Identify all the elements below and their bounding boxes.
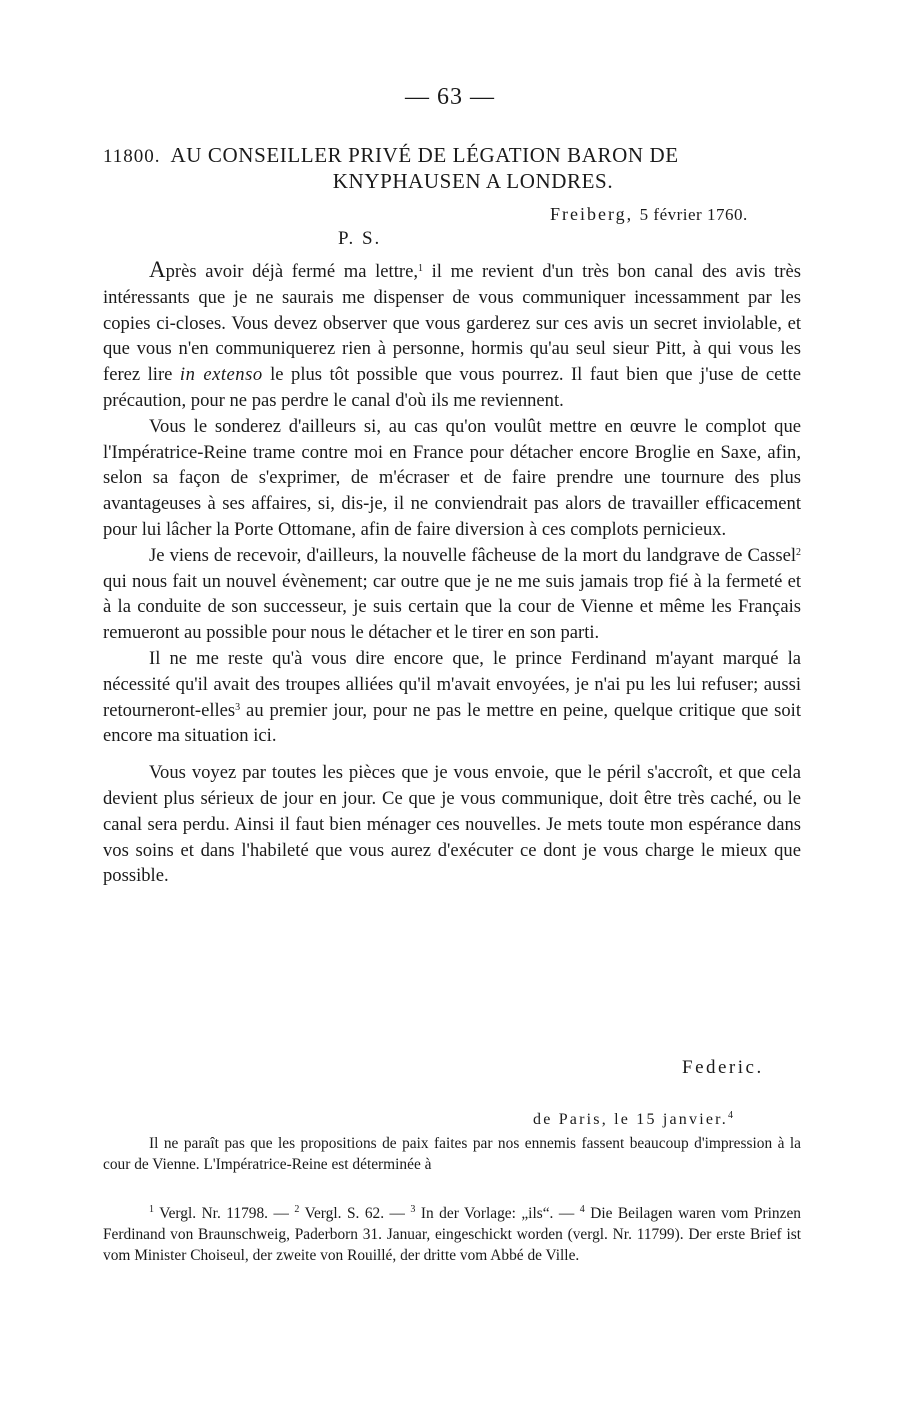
footnote-mark-4: 4	[579, 1204, 585, 1215]
enclosure-dateline: de Paris, le 15 janvier.$^4$	[533, 1110, 736, 1128]
dateline	[550, 204, 748, 225]
signature: Federic.	[682, 1057, 764, 1078]
dateline-place: Freiberg,	[550, 204, 634, 224]
footnote-ref-4: 4	[728, 1110, 736, 1121]
paragraph-4: Il ne me reste qu'à vous dire encore que, le prince Ferdinand m'ayant marqué la nécessité qu'il avait des troupes alliées qu'il m'avait envoyées, je n'ai pu les lui refuser; aussi retourneront-elles$^3$ au premier jour, pour ne pas le mettre en peine, quelque critique que soit encore ma situation ici.	[103, 647, 801, 747]
paragraph-3: Je viens de recevoir, d'ailleurs, la nouvelle fâcheuse de la mort du landgrave de Cassel$^2$ qui nous fait un nouvel évènement; car outre que je ne me suis jamais trop fié à la fermeté et à la conduite de son successeur, je suis certain que la cour de Vienne et même les Français remueront au possible pour nous le détacher et le tirer en son parti.	[103, 544, 801, 644]
paragraph-1: Après avoir déjà fermé ma lettre,$^1$ il me revient d'un très bon canal des avis très intéressants que je ne saurais me dispenser de vous communiquer incessamment par les copies ci-closes. Vous devez observer que vous garderez sur ces avis un secret inviolable, et que vous n'en communiquerez rien à personne, hormis qu'au seul sieur Pitt, à qui vous les ferez lire in extenso le plus tôt possible que vous pourrez. Il faut bien que j'use de cette précaution, pour ne pas perdre le canal d'où ils me reviennent.	[103, 257, 801, 411]
footnotes: $^1$ Vergl. Nr. 11798. — $^2$ Vergl. S. 62. — $^3$ In der Vorlage: „ils“. — $^4$ Die Beilagen waren vom Prinzen Ferdinand von Braunschweig, Paderborn 31. Januar, eingeschickt worden (vergl. Nr. 11799). Der erste Brief ist vom Minister Choiseul, der zweite von Rouillé, der dritte vom Abbé de Ville.	[103, 1204, 801, 1264]
footnote-mark-3: 3	[410, 1204, 416, 1215]
letter-heading	[103, 143, 803, 194]
letter-body	[103, 257, 801, 889]
italic-phrase: in extenso	[179, 364, 263, 386]
footnote-mark-2: 2	[294, 1204, 300, 1215]
enclosure-text: Il ne paraît pas que les propositions de paix faites par nos ennemis fassent beaucoup d'impression à la cour de Vienne. L'Impératrice-Reine est déterminée à	[103, 1135, 801, 1173]
paragraph-2: Vous le sonderez d'ailleurs si, au cas qu'on voulût mettre en œuvre le complot que l'Impératrice-Reine trame contre moi en France pour détacher encore Broglie en Saxe, afin, selon sa façon de s'exprimer, de m'écraser et de faire prendre une tournure des plus avantageuses à ses affaires, si, dis-je, il ne conviendrait pas alors de travailler efficacement pour lui lâcher la Porte Ottomane, afin de faire diversion à ces complots pernicieux.	[103, 415, 801, 540]
heading-line-2: KNYPHAUSEN A LONDRES.	[332, 169, 614, 193]
postscript-label: P. S.	[338, 228, 382, 249]
heading-line-1: AU CONSEILLER PRIVÉ DE LÉGATION BARON DE	[170, 143, 679, 167]
letter-number: 11800.	[103, 146, 161, 167]
footnote-ref-2: 2	[796, 546, 801, 558]
page-number: — 63 —	[405, 84, 495, 110]
dateline-date: 5 février 1760.	[639, 205, 748, 224]
initial-letter: A	[149, 257, 166, 282]
footnote-mark-1: 1	[149, 1204, 154, 1215]
footnote-ref-1: 1	[417, 263, 423, 274]
paragraph-5: Vous voyez par toutes les pièces que je vous envoie, que le péril s'accroît, et que cela devient plus sérieux de jour en jour. Ce que je vous communique, doit être très caché, ou le canal sera perdu. Ainsi il faut bien ménager ces nouvelles. Je mets toute mon espérance dans vos soins et dans l'habileté que vous aurez d'exécuter ce dont je vous charge le mieux que possible.	[103, 762, 801, 887]
footnote-ref-3: 3	[235, 701, 241, 713]
